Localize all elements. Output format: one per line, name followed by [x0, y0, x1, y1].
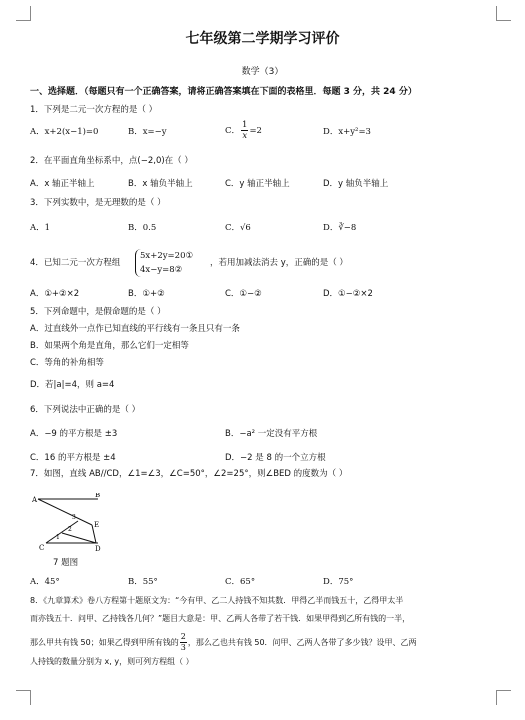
label-e: E — [94, 521, 100, 529]
line-diagonal — [62, 533, 96, 543]
q8-line-3-pre: 那么甲共有钱 50；如果乙得到甲所有钱的 — [30, 638, 179, 647]
label-angle-3: 3 — [72, 514, 76, 521]
fraction-numerator: 1 — [242, 120, 248, 130]
q8-fraction — [180, 632, 187, 653]
q6-option-b: B．−a² 一定没有平方根 — [225, 429, 318, 439]
crop-mark-bottom-right — [496, 690, 511, 705]
q7-option-c: C．65° — [225, 577, 256, 587]
question-3-stem: 3．下列实数中，是无理数的是（ ） — [30, 198, 166, 208]
label-b: B — [95, 493, 101, 499]
question-8-line-2: 而亦钱五十．问甲、乙持钱各几何？”题目大意是：甲、乙两人各带了若干钱．如果甲得到乙所有钱的一半， — [30, 614, 411, 623]
q5-option-b: B．如果两个角是直角，那么它们一定相等 — [30, 341, 189, 351]
q1-option-c-fraction — [241, 120, 248, 141]
q4-option-c: C．①−② — [225, 289, 262, 299]
q1-option-c-rhs: =2 — [249, 126, 262, 136]
question-1-stem: 1．下列是二元一次方程的是（ ） — [30, 105, 158, 115]
q3-option-b: B．0.5 — [128, 223, 157, 233]
q4-option-d: D．①−②×2 — [323, 289, 373, 299]
q3-option-c: C．√6 — [225, 223, 251, 233]
question-4-stem-post: ，若用加减法消去 y，正确的是（ ） — [210, 258, 348, 268]
q4-equation-system — [135, 249, 193, 277]
q2-option-b: B．x 轴负半轴上 — [128, 179, 193, 189]
question-8-line-1: 8．《九章算术》卷八方程第十题原文为：“今有甲、乙二人持钱不知其数．甲得乙半而钱五十，乙得甲太半 — [30, 596, 404, 605]
q2-option-d: D．y 轴负半轴上 — [323, 179, 389, 189]
q7-option-a: A．45° — [30, 577, 60, 587]
q4-equation-2: 4x−y=8② — [140, 265, 183, 275]
question-7-stem: 7．如图，直线 AB//CD，∠1=∠3，∠C=50°，∠2=25°，则∠BED 的度数为（ ） — [30, 469, 348, 479]
q1-option-a: A．x+2(x−1)=0 — [30, 127, 99, 137]
label-d: D — [95, 545, 101, 553]
question-6-stem: 6．下列说法中正确的是（ ） — [30, 405, 141, 415]
question-8-line-4: 人持钱的数量分别为 x, y，则可列方程组（ ） — [30, 657, 194, 666]
section-heading: 一、选择题．（每题只有一个正确答案，请将正确答案填在下面的表格里．每题 3 分，共 24 分） — [30, 87, 417, 97]
fraction-denominator: 3 — [180, 643, 186, 652]
q5-option-a: A．过直线外一点作已知直线的平行线有一条且只有一条 — [30, 324, 240, 334]
q2-option-c: C．y 轴正半轴上 — [225, 179, 290, 189]
q5-option-c: C．等角的补角相等 — [30, 358, 104, 368]
label-angle-2: 2 — [68, 526, 72, 533]
crop-mark-top-left — [16, 6, 31, 21]
q8-line-3-post: ，那么乙也共有钱 50．问甲、乙两人各带了多少钱？设甲、乙两 — [187, 638, 417, 647]
label-angle-1: 1 — [56, 534, 60, 541]
q1-option-c-label: C． — [225, 126, 241, 136]
question-8-line-3 — [30, 632, 417, 653]
q2-option-a: A．x 轴正半轴上 — [30, 179, 95, 189]
q6-option-d: D．−2 是 8 的一个立方根 — [225, 453, 326, 463]
line-ce — [46, 521, 78, 543]
q4-option-b: B．①+② — [128, 289, 165, 299]
fraction-numerator: 2 — [180, 632, 186, 641]
q1-option-b: B．x=−y — [128, 127, 167, 137]
q7-geometry-figure — [32, 493, 102, 553]
q7-option-d: D．75° — [323, 577, 354, 587]
page-title: 七年级第二学期学习评价 — [185, 31, 340, 47]
q4-equation-1: 5x+2y=20① — [140, 251, 194, 261]
label-c: C — [39, 544, 45, 552]
q1-option-d: D．x+y²=3 — [323, 127, 371, 137]
q5-option-d: D．若|a|=4，则 a=4 — [30, 380, 115, 390]
fraction-denominator: x — [242, 131, 248, 141]
q6-option-a: A．−9 的平方根是 ±3 — [30, 429, 118, 439]
q1-option-c — [225, 120, 262, 141]
label-a: A — [32, 496, 38, 504]
q4-option-a: A．①+②×2 — [30, 289, 80, 299]
page-subtitle: 数学（3） — [241, 67, 284, 77]
q3-option-a: A．1 — [30, 223, 51, 233]
question-5-stem: 5．下列命题中，是假命题的是（ ） — [30, 307, 166, 317]
question-4-stem-pre: 4．已知二元一次方程组 — [30, 258, 121, 268]
q6-option-c: C．16 的平方根是 ±4 — [30, 453, 116, 463]
line-ae — [38, 499, 92, 525]
crop-mark-bottom-left — [16, 690, 31, 705]
crop-mark-top-right — [496, 6, 511, 21]
q7-option-b: B．55° — [128, 577, 158, 587]
question-2-stem: 2．在平面直角坐标系中，点(−2,0)在（ ） — [30, 156, 193, 166]
q7-figure-caption: 7 题图 — [53, 558, 79, 568]
q3-option-d: D．∛−8 — [323, 223, 357, 233]
